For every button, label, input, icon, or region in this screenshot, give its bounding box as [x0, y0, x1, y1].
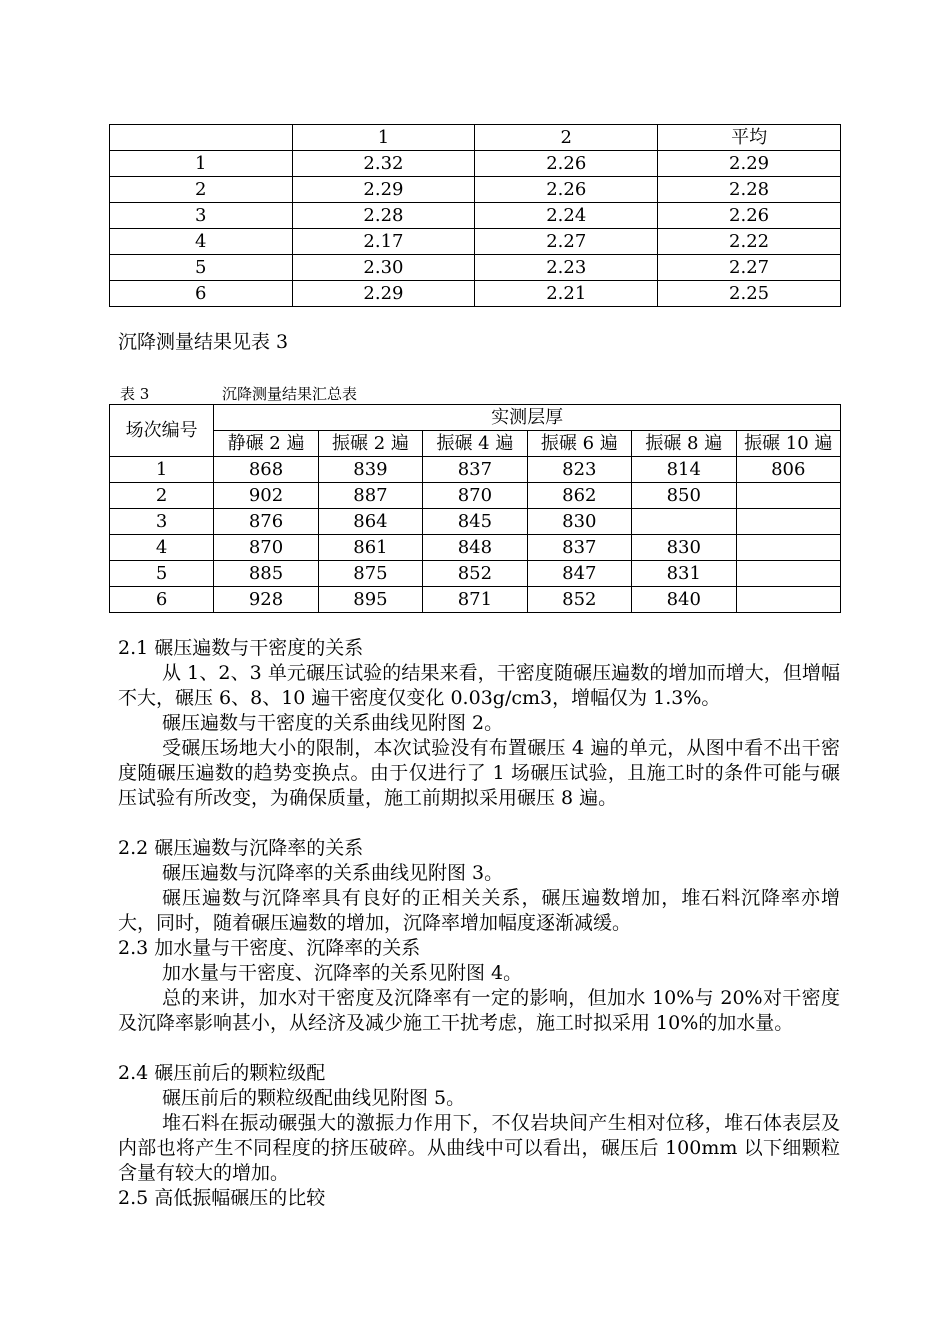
- column-header: 振碾 2 遍: [318, 431, 422, 457]
- table-cell: 830: [527, 509, 631, 535]
- section-2-1-heading: 2.1 碾压遍数与干密度的关系: [118, 637, 364, 659]
- table-cell: 837: [423, 457, 527, 483]
- table-cell: 814: [632, 457, 736, 483]
- column-header: 振碾 4 遍: [423, 431, 527, 457]
- table-cell: [736, 509, 841, 535]
- table-cell: 887: [318, 483, 422, 509]
- table-row: [110, 483, 841, 509]
- table-cell: 895: [318, 587, 422, 613]
- table-cell: 848: [423, 535, 527, 561]
- table-row: [110, 229, 841, 255]
- section-2-1-paragraph-3: 受碾压场地大小的限制，本次试验没有布置碾压 4 遍的单元，从图中看不出干密度随碾压遍数的趋势变换点。由于仅进行了 1 场碾压试验，且施工时的条件可能与碾压试验有所改变，为确保质量，施工前期拟采用碾压 8 遍。: [118, 737, 840, 809]
- table-cell: 2.22: [658, 229, 841, 255]
- section-2-1-paragraph-2: 碾压遍数与干密度的关系曲线见附图 2。: [162, 712, 504, 734]
- table-cell: 2.24: [475, 203, 658, 229]
- section-2-2-paragraph-1: 碾压遍数与沉降率的关系曲线见附图 3。: [162, 862, 504, 884]
- table-cell: 837: [527, 535, 631, 561]
- table-cell: 862: [527, 483, 631, 509]
- table-cell: 2.28: [658, 177, 841, 203]
- table-cell: 4: [110, 229, 293, 255]
- table-cell: 2.29: [292, 177, 475, 203]
- table-cell: [632, 509, 736, 535]
- table-cell: 5: [110, 255, 293, 281]
- table-header-row: [110, 431, 841, 457]
- table-cell: 5: [110, 561, 214, 587]
- table-cell: 902: [214, 483, 318, 509]
- table-cell: 3: [110, 203, 293, 229]
- column-header: 振碾 8 遍: [632, 431, 736, 457]
- table-cell: 876: [214, 509, 318, 535]
- table-cell: [736, 587, 841, 613]
- table-cell: [110, 125, 293, 151]
- table-cell: 830: [632, 535, 736, 561]
- column-header: 振碾 10 遍: [736, 431, 841, 457]
- table-cell: 852: [527, 587, 631, 613]
- table-cell: 871: [423, 587, 527, 613]
- table-cell: 2.32: [292, 151, 475, 177]
- table-cell: 1: [110, 151, 293, 177]
- table-cell: 2.29: [292, 281, 475, 307]
- section-2-1-paragraph-1: 从 1、2、3 单元碾压试验的结果来看，干密度随碾压遍数的增加而增大，但增幅不大，碾压 6、8、10 遍干密度仅变化 0.03g/cm3，增幅仅为 1.3%。: [118, 662, 840, 709]
- table-cell: 2.26: [658, 203, 841, 229]
- table-cell: 1: [110, 457, 214, 483]
- table-row: [110, 151, 841, 177]
- table-cell: 861: [318, 535, 422, 561]
- table-cell: 806: [736, 457, 841, 483]
- table-cell: 868: [214, 457, 318, 483]
- table-cell: 4: [110, 535, 214, 561]
- table-cell: 2.26: [475, 151, 658, 177]
- table-cell: 6: [110, 587, 214, 613]
- table-cell: 2: [110, 177, 293, 203]
- table-cell: 2: [110, 483, 214, 509]
- table-cell: 2.25: [658, 281, 841, 307]
- row-header-cell: 场次编号: [110, 405, 214, 457]
- table-cell: 839: [318, 457, 422, 483]
- table-cell: 847: [527, 561, 631, 587]
- table-cell: 823: [527, 457, 631, 483]
- table-cell: 928: [214, 587, 318, 613]
- table-cell: 2.29: [658, 151, 841, 177]
- table-caption-number: 表 3: [120, 385, 150, 403]
- table-row: [110, 509, 841, 535]
- table-cell: 2.30: [292, 255, 475, 281]
- column-header: 静碾 2 遍: [214, 431, 318, 457]
- intro-line: 沉降测量结果见表 3: [118, 331, 289, 353]
- table-cell: 864: [318, 509, 422, 535]
- table-cell: 2.21: [475, 281, 658, 307]
- table-row: [110, 177, 841, 203]
- table-cell: 870: [214, 535, 318, 561]
- table-cell: 2.17: [292, 229, 475, 255]
- table-header-row: [110, 405, 841, 431]
- table-cell: 852: [423, 561, 527, 587]
- settlement-table: [109, 404, 841, 613]
- table-cell: 885: [214, 561, 318, 587]
- column-header: 振碾 6 遍: [527, 431, 631, 457]
- table-cell: 2.28: [292, 203, 475, 229]
- section-2-4-paragraph-1: 碾压前后的颗粒级配曲线见附图 5。: [162, 1087, 466, 1109]
- table-cell: 850: [632, 483, 736, 509]
- table-row: [110, 255, 841, 281]
- table-cell: 2: [475, 125, 658, 151]
- table-cell: 2.23: [475, 255, 658, 281]
- table-cell: 3: [110, 509, 214, 535]
- table-cell: [736, 535, 841, 561]
- density-table: [109, 124, 841, 307]
- table-cell: 845: [423, 509, 527, 535]
- section-2-4-paragraph-2: 堆石料在振动碾强大的激振力作用下，不仅岩块间产生相对位移，堆石体表层及内部也将产生不同程度的挤压破碎。从曲线中可以看出，碾压后 100mm 以下细颗粒含量有较大的增加。: [118, 1112, 840, 1184]
- section-2-4-heading: 2.4 碾压前后的颗粒级配: [118, 1062, 326, 1084]
- table-cell: 2.26: [475, 177, 658, 203]
- table-caption: [120, 383, 357, 404]
- table-cell: 2.27: [475, 229, 658, 255]
- table-cell: 6: [110, 281, 293, 307]
- table-cell: [736, 483, 841, 509]
- section-2-2-heading: 2.2 碾压遍数与沉降率的关系: [118, 837, 364, 859]
- table-caption-title: 沉降测量结果汇总表: [222, 385, 358, 403]
- table-row: [110, 535, 841, 561]
- table-cell: 840: [632, 587, 736, 613]
- table-header-row: [110, 125, 841, 151]
- table-row: [110, 587, 841, 613]
- section-2-5-heading: 2.5 高低振幅碾压的比较: [118, 1187, 326, 1209]
- table-row: [110, 561, 841, 587]
- table-cell: 870: [423, 483, 527, 509]
- table-cell: 875: [318, 561, 422, 587]
- table-cell: 平均: [658, 125, 841, 151]
- section-2-3-heading: 2.3 加水量与干密度、沉降率的关系: [118, 937, 421, 959]
- table-cell: 1: [292, 125, 475, 151]
- section-2-2-paragraph-2: 碾压遍数与沉降率具有良好的正相关关系，碾压遍数增加，堆石料沉降率亦增大，同时，随着碾压遍数的增加，沉降率增加幅度逐渐减缓。: [118, 887, 840, 934]
- group-header-cell: 实测层厚: [214, 405, 841, 431]
- table-cell: 2.27: [658, 255, 841, 281]
- section-2-3-paragraph-2: 总的来讲，加水对干密度及沉降率有一定的影响，但加水 10%与 20%对干密度及沉降率影响甚小，从经济及减少施工干扰考虑，施工时拟采用 10%的加水量。: [118, 987, 840, 1034]
- table-row: [110, 203, 841, 229]
- table-cell: 831: [632, 561, 736, 587]
- section-2-3-paragraph-1: 加水量与干密度、沉降率的关系见附图 4。: [162, 962, 523, 984]
- table-row: [110, 281, 841, 307]
- table-cell: [736, 561, 841, 587]
- table-row: [110, 457, 841, 483]
